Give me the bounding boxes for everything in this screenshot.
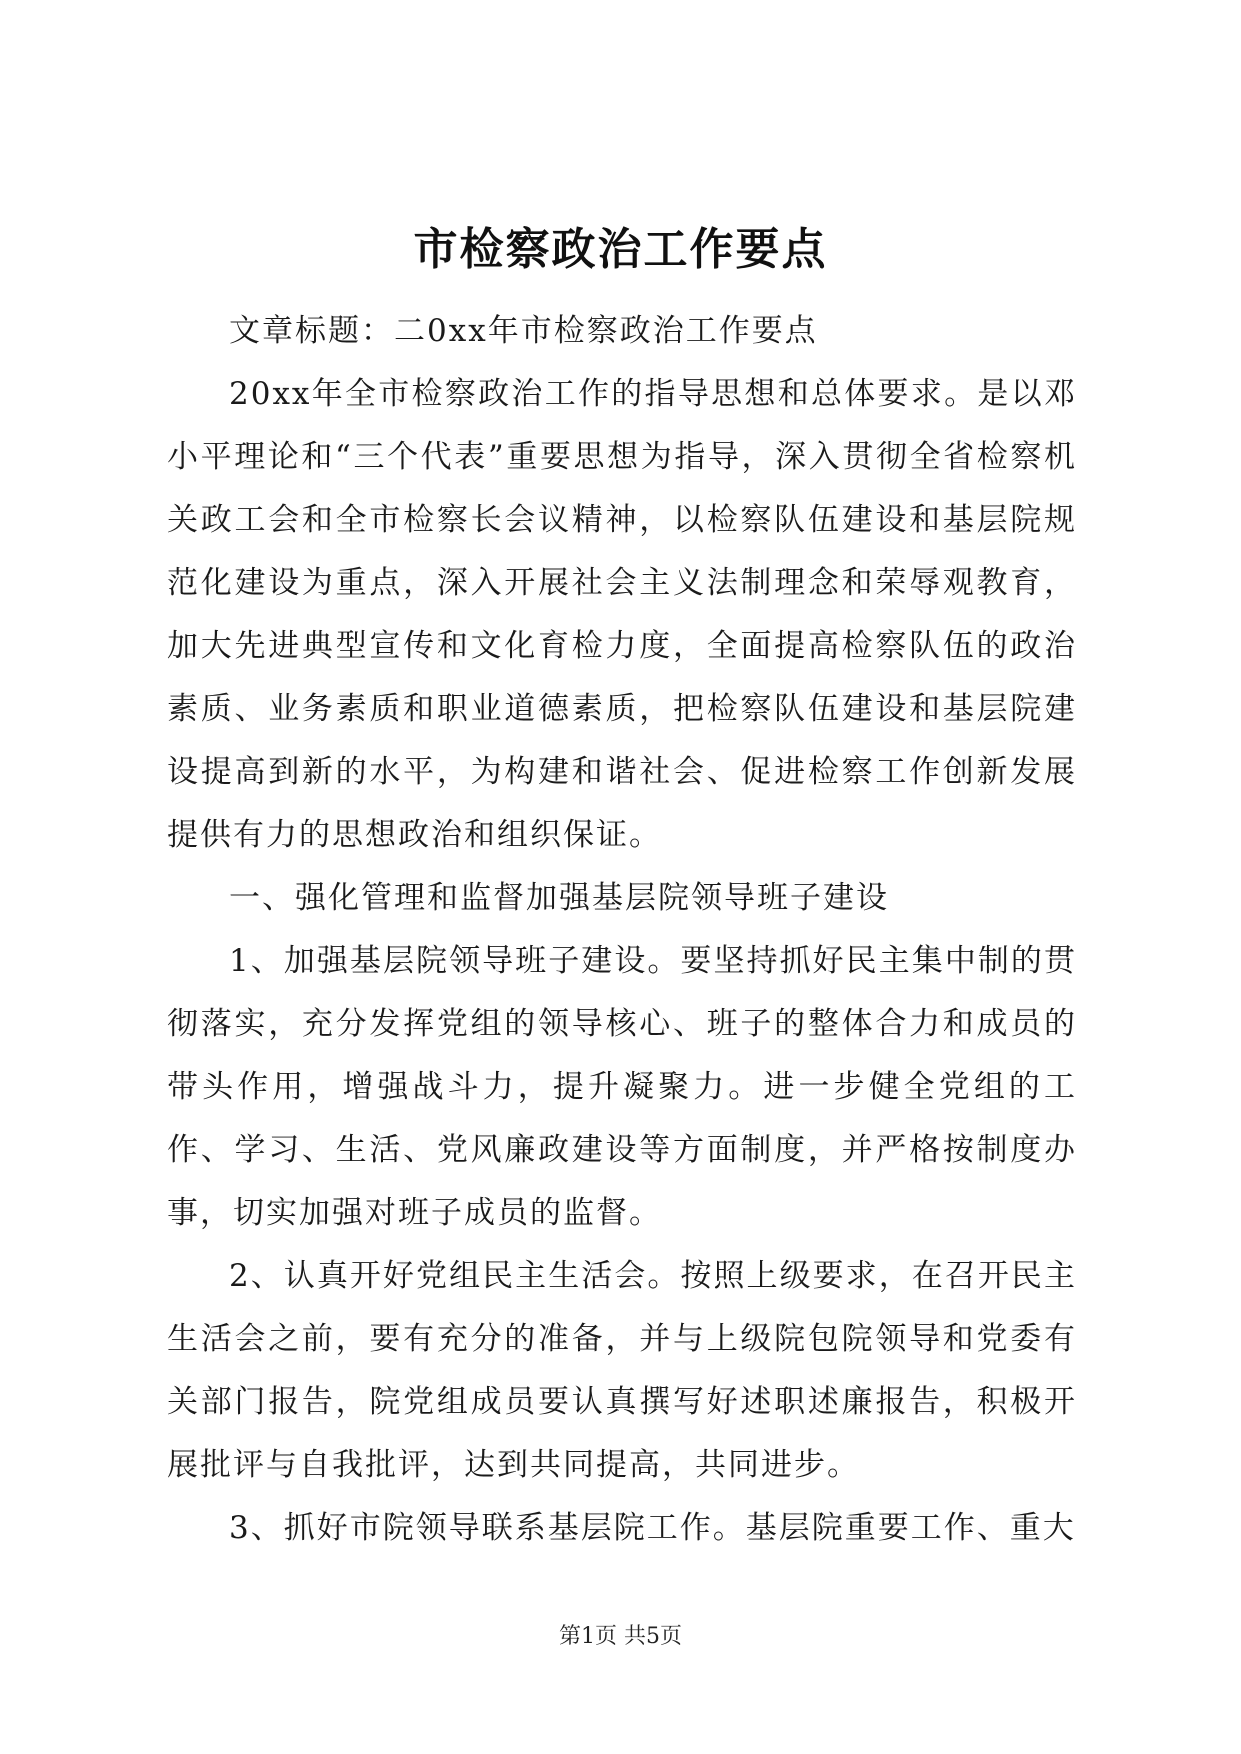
paragraph-item-1: 1、加强基层院领导班子建设。要坚持抓好民主集中制的贯彻落实，充分发挥党组的领导核心、班子的整体合力和成员的带头作用，增强战斗力，提升凝聚力。进一步健全党组的工作、学习、生活、党风廉政建设等方面制度，并严格按制度办事，切实加强对班子成员的监督。 [167, 943, 1077, 1231]
article-title-line: 文章标题：二0xx年市检察政治工作要点 [229, 313, 818, 349]
document-title: 市检察政治工作要点 [413, 224, 828, 275]
paragraph-item-3: 3、抓好市院领导联系基层院工作。基层院重要工作、重大 [229, 1510, 1076, 1546]
page-footer: 第1页 共5页 [559, 1624, 682, 1649]
paragraph-item-2: 2、认真开好党组民主生活会。按照上级要求，在召开民主生活会之前，要有充分的准备，并与上级院包院领导和党委有关部门报告，院党组成员要认真撰写好述职述廉报告，积极开展批评与自我批评，达到共同提高，共同进步。 [167, 1258, 1077, 1483]
section-heading-1: 一、强化管理和监督加强基层院领导班子建设 [229, 880, 889, 916]
document-body [167, 300, 1077, 1560]
paragraph-guiding-thought: 20xx年全市检察政治工作的指导思想和总体要求。是以邓小平理论和“三个代表”重要思想为指导，深入贯彻全省检察机关政工会和全市检察长会议精神，以检察队伍建设和基层院规范化建设为重点，深入开展社会主义法制理念和荣辱观教育，加大先进典型宣传和文化育检力度，全面提高检察队伍的政治素质、业务素质和职业道德素质，把检察队伍建设和基层院建设提高到新的水平，为构建和谐社会、促进检察工作创新发展提供有力的思想政治和组织保证。 [167, 376, 1077, 853]
